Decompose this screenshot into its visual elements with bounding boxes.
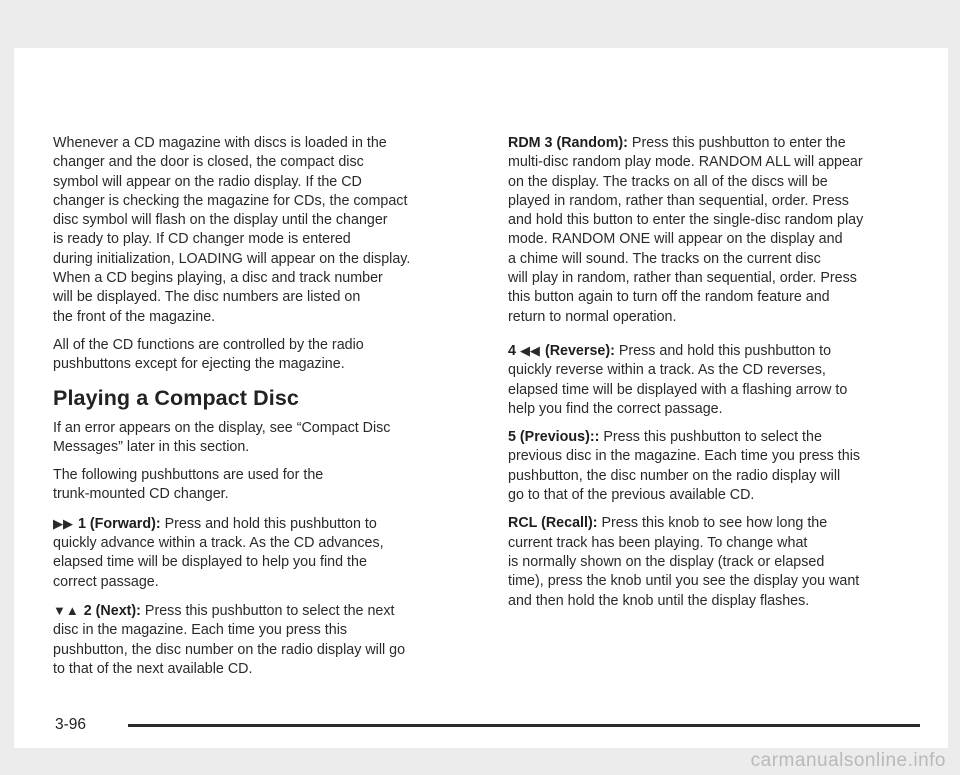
reverse-entry <box>508 341 940 419</box>
text-line: mode. RANDOM ONE will appear on the display and <box>508 231 843 248</box>
text-line: return to normal operation. <box>508 308 677 325</box>
left-column <box>53 134 477 688</box>
forward-term: 1 (Forward): <box>78 515 161 532</box>
text-line: quickly advance within a track. As the CD advances, <box>53 535 384 552</box>
text-line <box>508 341 940 361</box>
text-line <box>53 601 477 621</box>
section-heading: Playing a Compact Disc <box>53 385 299 410</box>
reverse-text: Press and hold this pushbutton to <box>618 342 832 359</box>
forward-text: Press and hold this pushbutton to <box>164 515 377 532</box>
fast-forward-icon: ▶▶ <box>53 515 73 531</box>
text-line: a chime will sound. The tracks on the current disc <box>508 250 821 267</box>
text-line: changer and the door is closed, the compact disc <box>53 154 364 171</box>
text-line: When a CD begins playing, a disc and track number <box>53 270 383 287</box>
text-line: on the display. The tracks on all of the discs will be <box>508 173 828 190</box>
recall-text: Press this knob to see how long the <box>601 515 828 532</box>
text-line: will play in random, rather than sequential, order. Press <box>508 270 857 287</box>
right-column <box>508 134 940 620</box>
text-line: during initialization, LOADING will appear on the display. <box>53 250 411 267</box>
random-term: RDM 3 (Random): <box>508 135 628 151</box>
text-line <box>53 514 477 534</box>
text-line: time), press the knob until you see the display you want <box>508 573 860 590</box>
reverse-number: 4 <box>508 342 516 359</box>
text-line: quickly reverse within a track. As the CD reverses, <box>508 362 826 379</box>
error-paragraph <box>53 419 477 458</box>
text-line: trunk-mounted CD changer. <box>53 486 229 503</box>
watermark: carmanualsonline.info <box>750 750 946 771</box>
next-disc-icon: ▼▲ <box>53 602 79 618</box>
text-line: Messages” later in this section. <box>53 438 250 455</box>
text-line: this button again to turn off the random feature and <box>508 289 830 306</box>
previous-term: 5 (Previous):: <box>508 429 600 446</box>
manual-page <box>14 48 948 748</box>
footer-rule <box>128 724 920 727</box>
text-line: and hold this button to enter the single-disc random play <box>508 212 864 229</box>
next-term: 2 (Next): <box>83 602 141 619</box>
text-line: changer is checking the magazine for CDs, the compact <box>53 192 408 209</box>
text-line: go to that of the previous available CD. <box>508 487 755 504</box>
text-line <box>508 428 940 447</box>
text-line: current track has been playing. To change what <box>508 534 808 551</box>
text-line: correct passage. <box>53 573 159 590</box>
text-line: is normally shown on the display (track or elapsed <box>508 553 825 570</box>
text-line: is ready to play. If CD changer mode is entered <box>53 231 351 248</box>
text-line: elapsed time will be displayed with a flashing arrow to <box>508 381 848 398</box>
text-line: pushbuttons except for ejecting the magazine. <box>53 356 345 373</box>
text-line: All of the CD functions are controlled by the radio <box>53 336 364 353</box>
text-line: The following pushbuttons are used for the <box>53 467 324 484</box>
next-entry <box>53 601 477 679</box>
text-line: multi-disc random play mode. RANDOM ALL will appear <box>508 154 863 171</box>
text-line: If an error appears on the display, see “Compact Disc <box>53 419 391 436</box>
text-line: the front of the magazine. <box>53 308 216 325</box>
cd-magazine-paragraph <box>53 134 477 327</box>
text-line <box>508 514 940 533</box>
text-line: pushbutton, the disc number on the radio display will <box>508 467 841 484</box>
text-line: disc symbol will flash on the display until the changer <box>53 212 388 229</box>
previous-entry <box>508 428 940 505</box>
previous-text: Press this pushbutton to select the <box>603 429 822 446</box>
reverse-term: (Reverse): <box>544 342 615 359</box>
recall-term: RCL (Recall): <box>508 515 598 532</box>
next-text: Press this pushbutton to select the next <box>144 602 395 619</box>
forward-entry <box>53 514 477 592</box>
text-line: help you find the correct passage. <box>508 400 723 417</box>
cd-functions-paragraph <box>53 336 477 375</box>
text-line <box>508 134 940 153</box>
text-line: played in random, rather than sequential, order. Press <box>508 192 849 209</box>
random-entry <box>508 134 940 327</box>
random-text: Press this pushbutton to enter the <box>631 135 846 151</box>
text-line: disc in the magazine. Each time you press this <box>53 622 348 639</box>
text-line: pushbutton, the disc number on the radio display will go <box>53 641 406 658</box>
pushbuttons-intro-paragraph <box>53 466 477 505</box>
text-line: elapsed time will be displayed to help you find the <box>53 554 367 571</box>
text-line: and then hold the knob until the display flashes. <box>508 592 810 609</box>
text-line: Whenever a CD magazine with discs is loaded in the <box>53 135 387 151</box>
rewind-icon: ◀◀ <box>519 342 540 358</box>
text-line: previous disc in the magazine. Each time you press this <box>508 448 861 465</box>
text-line: will be displayed. The disc numbers are listed on <box>53 289 361 306</box>
text-line: to that of the next available CD. <box>53 660 253 677</box>
page-number: 3-96 <box>55 716 87 733</box>
recall-entry <box>508 514 940 610</box>
text-line: symbol will appear on the radio display. If the CD <box>53 173 362 190</box>
